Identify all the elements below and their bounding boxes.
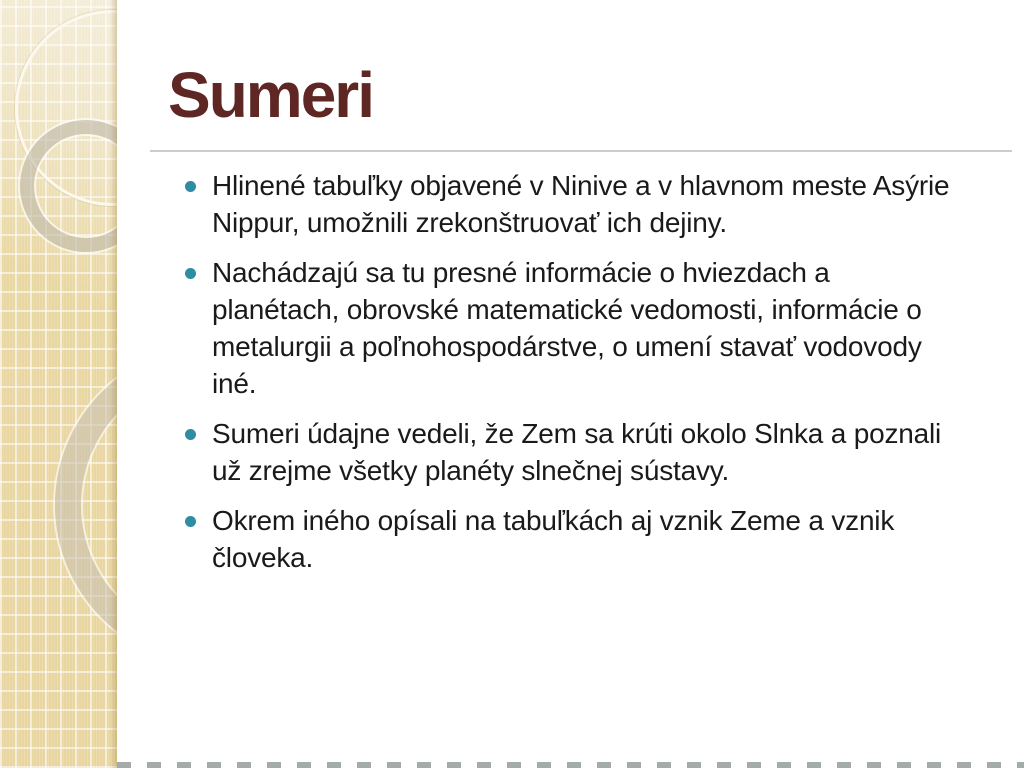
slide-title: Sumeri [168,59,373,131]
bullet-item [185,255,975,403]
bullet-text: Hlinené tabuľky objavené v Ninive a v hlavnom meste Asýrie Nippur, umožnili zrekonštruovať ich dejiny. [212,170,950,238]
bullet-dot [185,429,196,440]
bullet-dot [185,268,196,279]
bullet-text: Nachádzajú sa tu presné informácie o hviezdach a planétach, obrovské matematické vedomosti, informácie o metalurgii a poľnohospodárstve, o umení stavať vodovody iné. [212,256,922,399]
bullet-dot [185,181,196,192]
bullet-item [185,168,975,242]
bullet-item [185,416,975,490]
bullet-text: Sumeri údajne vedeli, že Zem sa krúti okolo Slnka a poznali už zrejme všetky planéty slnečnej sústavy. [212,417,942,486]
decorative-ring-large [55,345,117,665]
bullet-item [185,503,975,577]
slide-body [185,168,975,590]
bullet-dot [185,516,196,527]
footer-dashed-strip [117,762,1024,768]
title-divider [150,150,1012,152]
bullet-list [185,168,975,577]
decorative-sidebar [0,0,117,768]
bullet-text: Okrem iného opísali na tabuľkách aj vznik Zeme a vznik človeka. [212,504,895,573]
